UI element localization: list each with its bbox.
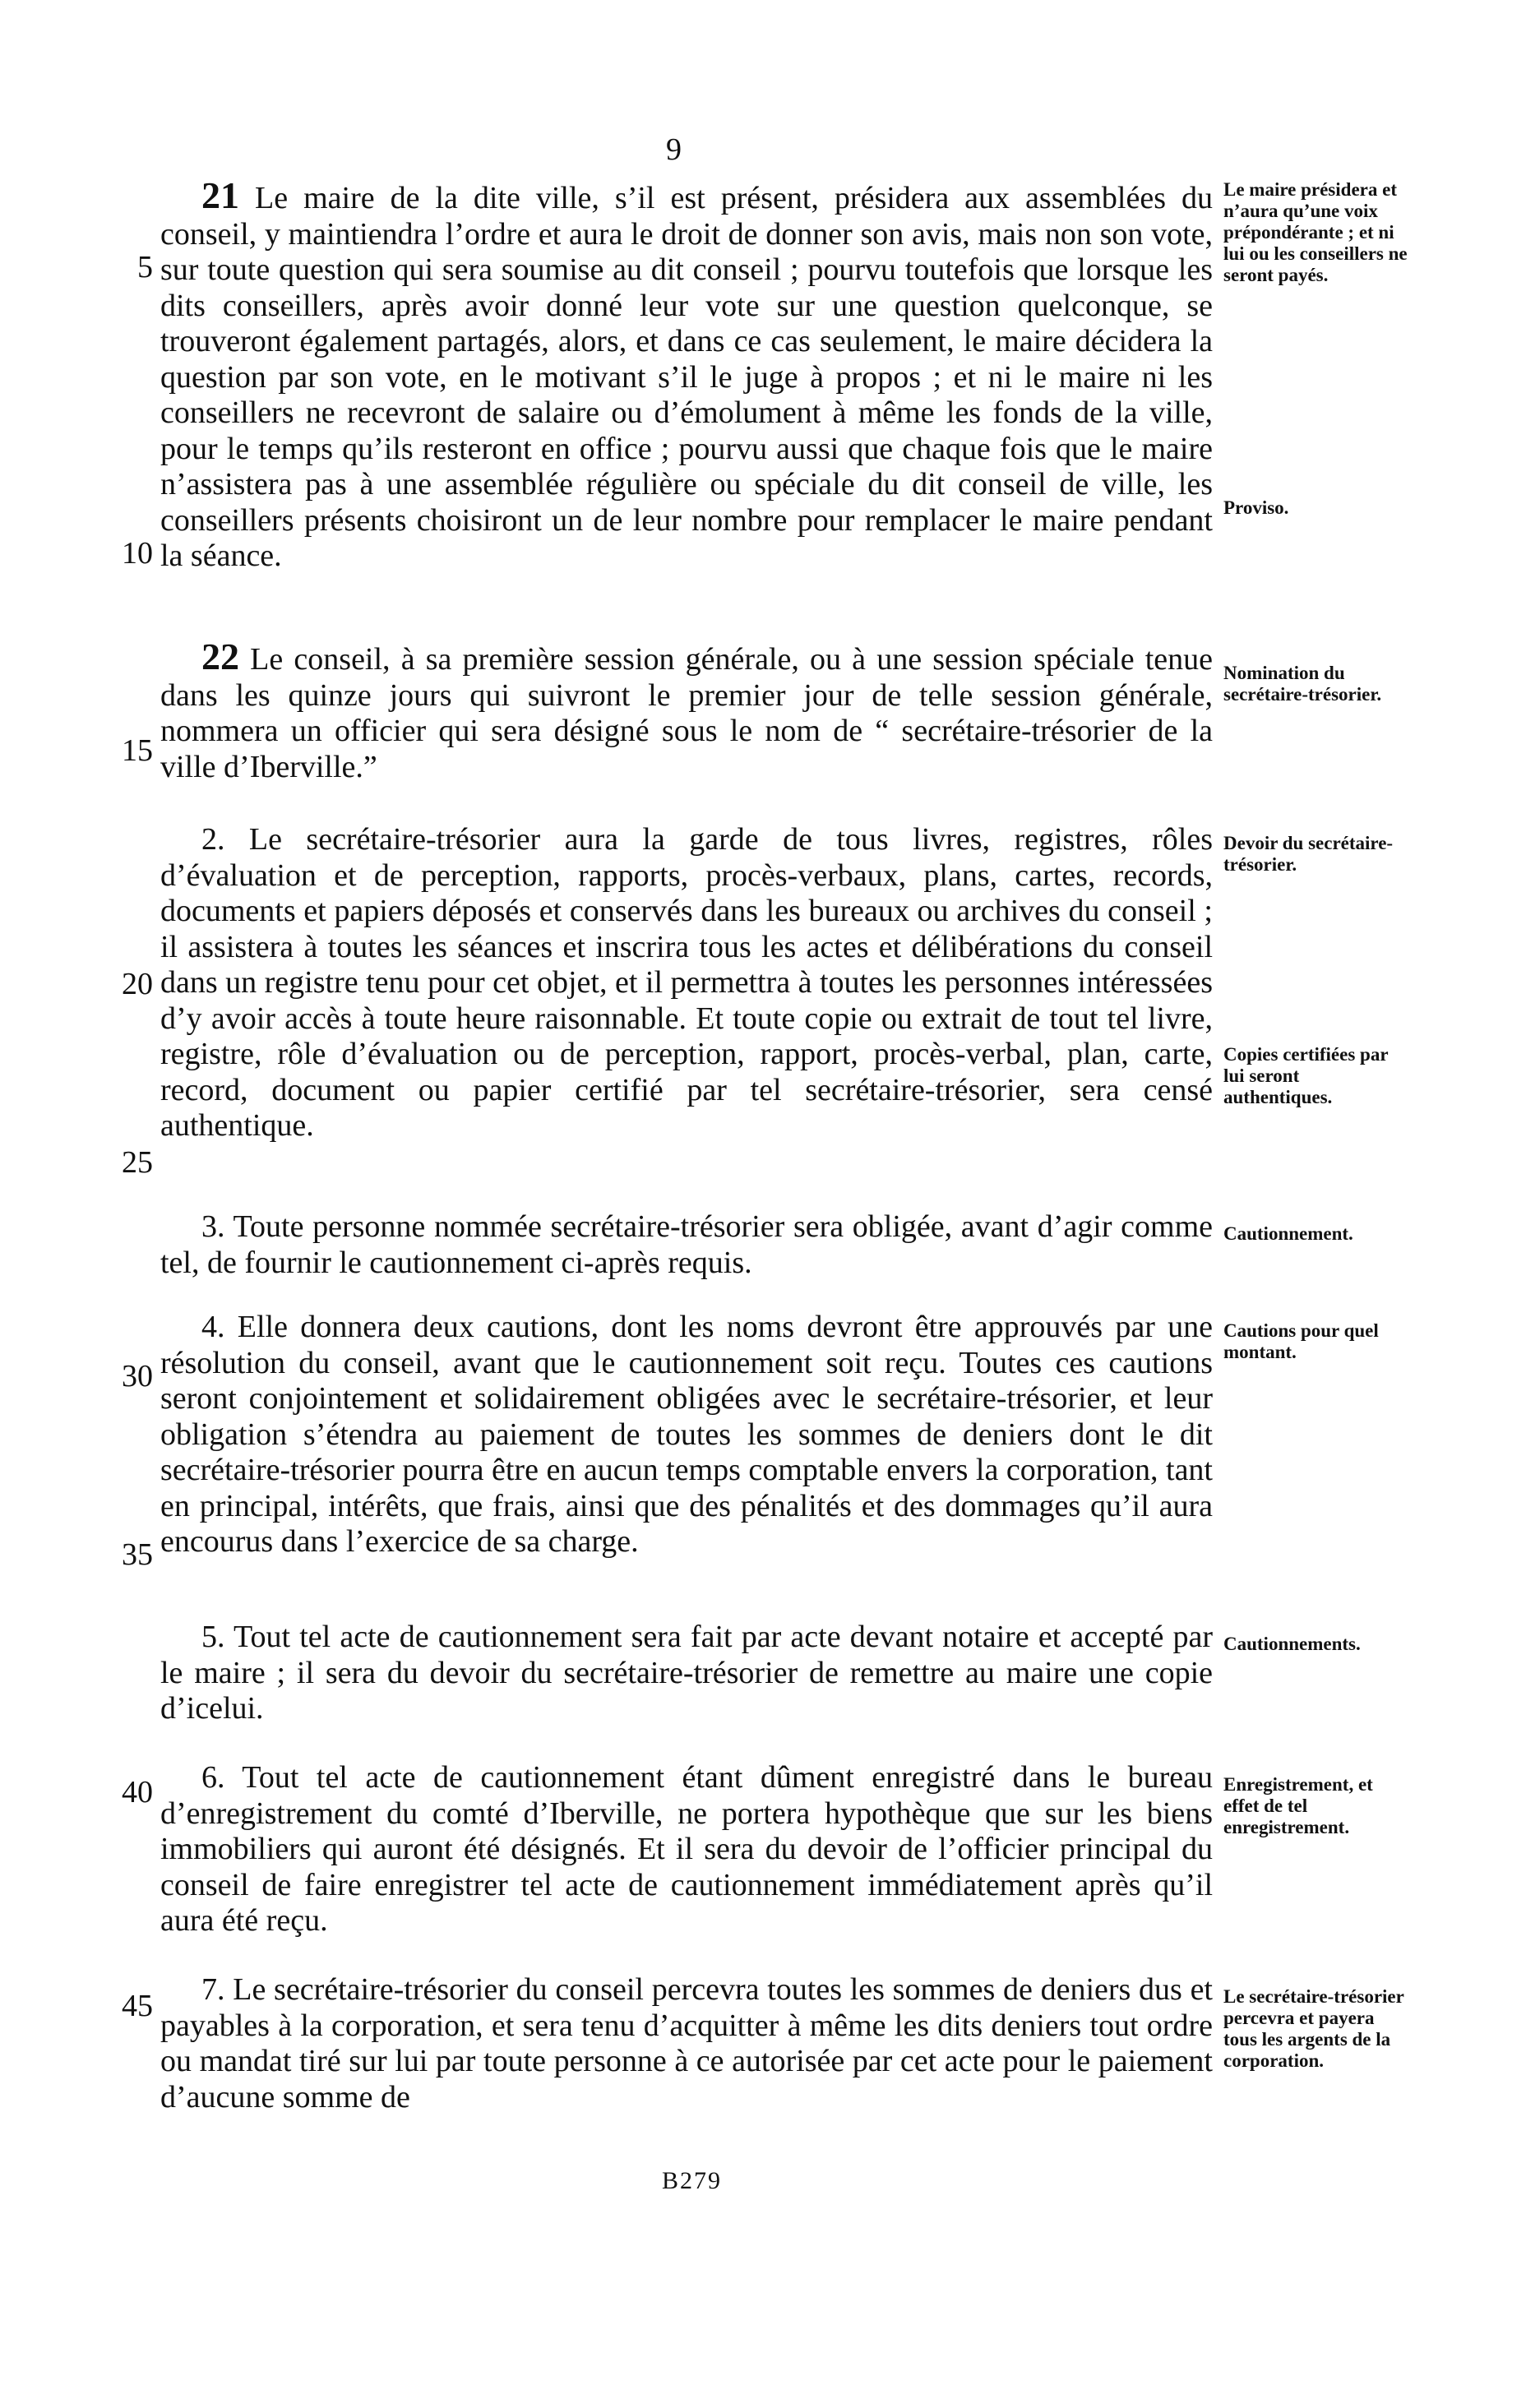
line-number-15: 15 [122,733,153,768]
section-22-3 [160,1209,1213,1281]
page-number: 9 [666,132,682,167]
footer-signature: B279 [662,2167,723,2194]
line-number-30: 30 [122,1359,153,1393]
section-paragraph: 4. Elle donnera deux cautions, dont les noms devront être approuvés par une résolution du conseil, avant que le cautionnement soit reçu. Toutes ces cautions seront conjointement et solidairement obligées avec le secrétaire-trésorier, et leur obligation s’étendra au paiement de toutes les sommes de deniers dont le dit secrétaire-trésorier pourra être en aucun temps comptable envers la corporation, tant en principal, intérêts, que frais, ainsi que des pénalités et des dommages qu’il aura encourus dans l’exercice de sa charge. [160,1310,1213,1559]
margin-note: Cautionnements. [1223,1634,1361,1654]
line-number-10: 10 [122,536,153,571]
section-22-5 [160,1620,1213,1727]
margin-note: Proviso. [1223,497,1289,518]
margin-note: Enregistrement, et effet de tel enregistrement. [1223,1774,1373,1837]
section-number: 21 [201,174,239,216]
section-22-4 [160,1310,1213,1560]
section-number: 22 [201,636,239,677]
line-number-20: 20 [122,967,153,1001]
section-paragraph: 7. Le secrétaire-trésorier du conseil percevra toutes les sommes de deniers dus et payables à la corporation, et sera tenu d’acquitter à même les dits deniers tout ordre ou mandat tiré sur lui par toute personne à ce autorisée par cet acte pour le paiement d’aucune somme de [160,1972,1213,2115]
margin-note: Le secrétaire-trésorier percevra et payera tous les argents de la corporation. [1223,1986,1404,2071]
section-paragraph [160,174,1214,575]
margin-note: Cautionnement. [1223,1223,1353,1244]
section-text: Le conseil, à sa première session générale, ou à une session spéciale tenue dans les quinze jours qui suivront le premier jour de telle session générale, nommera un officier qui sera désigné sous le nom de “ secrétaire-trésorier de la ville d’Iberville.” [160,642,1214,784]
section-paragraph: 2. Le secrétaire-trésorier aura la garde de tous livres, registres, rôles d’évaluation et de perception, rapports, procès-verbaux, plans, cartes, records, documents et papiers déposés et conservés dans les bureaux ou archives du conseil ; il assistera à toutes les séances et inscrira tous les actes et délibérations du conseil dans un registre tenu pour cet objet, et il permettra à toutes les personnes intéressées d’y avoir accès à toute heure raisonnable. Et toute copie ou extrait de tout tel livre, registre, rôle d’évaluation ou de perception, rapport, procès-verbal, plan, carte, record, document ou papier certifié par tel secrétaire-trésorier, sera censé authentique. [160,822,1213,1143]
margin-note: Cautions pour quel montant. [1223,1320,1379,1362]
margin-note: Le maire présidera et n’aura qu’une voix prépondérante ; et ni lui ou les conseillers ne seront payés. [1223,179,1408,285]
section-paragraph: 3. Toute personne nommée secrétaire-trésorier sera obligée, avant d’agir comme tel, de fournir le cautionnement ci-après requis. [160,1209,1213,1280]
line-number-35: 35 [122,1537,153,1572]
section-paragraph: 5. Tout tel acte de cautionnement sera fait par acte devant notaire et accepté par le maire ; il sera du devoir du secrétaire-trésorier de remettre au maire une copie d’icelui. [160,1620,1213,1726]
section-paragraph: 6. Tout tel acte de cautionnement étant dûment enregistré dans le bureau d’enregistrement du comté d’Iberville, ne portera hypothèque que sur les biens immobiliers qui auront été désignés. Et il sera du devoir de l’officier principal du conseil de faire enregistrer tel acte de cautionnement immédiatement après qu’il aura été reçu. [160,1760,1213,1938]
margin-note: Copies certifiées par lui seront authentiques. [1223,1044,1389,1107]
line-number-45: 45 [122,1989,153,2023]
section-22-6 [160,1760,1213,1939]
margin-note: Devoir du secrétaire-trésorier. [1223,833,1394,875]
line-number-40: 40 [122,1775,153,1809]
section-paragraph [160,636,1214,785]
line-number-5: 5 [137,250,153,284]
section-text: Le maire de la dite ville, s’il est présent, présidera aux assemblées du conseil, y maintiendra l’ordre et aura le droit de donner son avis, mais non son vote, sur toute question qui sera soumise au dit conseil ; pourvu toutefois que lorsque les dits conseillers, après avoir donné leur vote sur une question quelconque, se trouveront également partagés, alors, et dans ce cas seulement, le maire décidera la question par son vote, en le motivant s’il le juge à propos ; et ni le maire ni les conseillers ne recevront de salaire ou d’émolument à même les fonds de la ville, pour le temps qu’ils resteront en office ; pourvu aussi que chaque fois que le maire n’assistera pas à une assemblée régulière ou spéciale du dit conseil de ville, les conseillers présents choisiront un de leur nombre pour remplacer le maire pendant la séance. [160,181,1214,573]
line-number-25: 25 [122,1145,153,1180]
section-22-2 [160,822,1213,1144]
section-21 [160,174,1214,575]
section-22-7 [160,1972,1213,2115]
margin-note: Nomination du secrétaire-trésorier. [1223,663,1382,705]
section-22 [160,636,1214,785]
